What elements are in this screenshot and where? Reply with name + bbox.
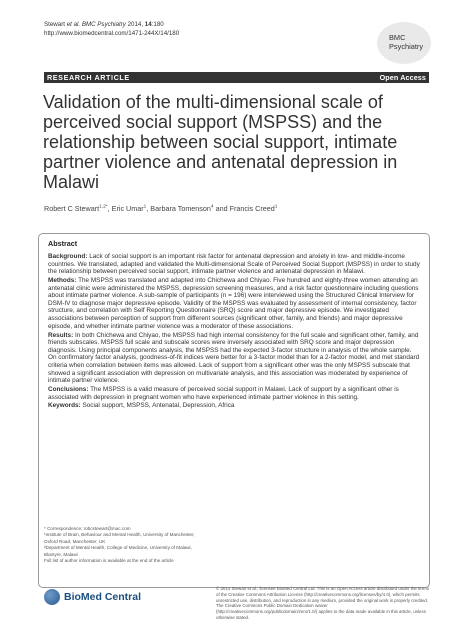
author-info-note: Full list of author information is available at the end of the article (44, 558, 174, 564)
article-type: RESEARCH ARTICLE (47, 73, 130, 82)
affiliation-note: ²Department of Mental Health, College of Medicine, University of Malawi, (44, 545, 192, 551)
citation-article: :180 (151, 21, 164, 28)
author-affiliation: 4 (210, 204, 214, 210)
author-name[interactable]: Barbara Tomenson (150, 204, 211, 213)
footnotes (44, 526, 214, 564)
citation-journal: et al. BMC Psychiatry (66, 21, 126, 28)
affiliation-note: ¹Institute of Brain, Behaviour and Mental Health, University of Manchester, (44, 532, 195, 538)
license-statement: © 2014 Stewart et al.; licensee BioMed Central Ltd. This is an Open Access article distributed under the terms of the Creative Commons Attribution License (http://creativecommons.org/licenses/by/4.0), which permits unrestricted use, distribution, and reproduction in any medium, provided the original work is properly credited. The Creative Commons Public Domain Dedication waiver (http://creativecommons.org/publicdomain/zero/1.0/) applies to the data made available in this article, unless otherwise stated. (216, 586, 430, 620)
author-separator: , (107, 204, 112, 213)
methods-label: Methods: (48, 277, 77, 285)
author-name[interactable]: Robert C Stewart (44, 204, 100, 213)
correspondence-note[interactable]: * Correspondence: robcstewart@mac.com (44, 526, 131, 531)
results-label: Results: (48, 331, 74, 339)
author-name[interactable]: Eric Umar (111, 204, 144, 213)
citation-volume: 14 (144, 21, 152, 28)
section-bar (44, 72, 429, 83)
author-name[interactable]: Francis Creed (229, 204, 275, 213)
keywords-text: Social support, MSPSS, Antenatal, Depression, Africa (80, 402, 235, 410)
journal-logo (389, 33, 423, 51)
background-label: Background: (48, 253, 88, 260)
abstract-background (48, 253, 420, 276)
author-separator: , (146, 204, 151, 213)
running-head (44, 21, 179, 38)
journal-logo-line1: BMC (389, 33, 406, 42)
results-text: In both Chichewa and Chiyao, the MSPSS had high internal consistency for the full scale and significant other, family, and friends subscales. MSPSS full scale and subscale scores were inversely associated with SRQ score and major depression diagnosis. Using principal components analysis, the MSPSS had the expected 3-factor structure in analysis of the whole sample. On confirmatory factor analysis, goodness-of-fit indices were better for a 3-factor model than for a 2-factor model, and met standard criteria when correlation between items was allowed. Lack of support from a significant other was the only MSPSS subscale that showed a significant association with depression on multivariate analysis, and this association was moderated by experience of intimate partner violence. (48, 331, 420, 385)
publisher-name: BioMed Central (64, 591, 142, 603)
citation-line (44, 21, 179, 30)
author-list (44, 204, 277, 213)
abstract-results (48, 332, 420, 385)
abstract-keywords (48, 402, 420, 410)
author-separator: and (213, 204, 230, 213)
author-affiliation: 1 (143, 204, 147, 210)
citation-year: 2014, (125, 21, 145, 28)
author-affiliation: 1,2* (99, 204, 108, 210)
methods-text: The MSPSS was translated and adapted into Chichewa and Chiyao. Five hundred and eighty-three women attending an antenatal clinic were administered the MSPSS, depression screening measures, and a risk factor questionnaire including questions about intimate partner violence. A sub-sample of participants (n = 196) were interviewed using the Structured Clinical Interview for DSM-IV to diagnose major depressive episode. Validity of the MSPSS was evaluated by assessment of internal consistency, factor structure, and correlation with Self Reporting Questionnaire (SRQ) score and major depressive episode. We investigated associations between perception of support from different sources (significant other, family, and friends) and major depressive episode, and whether intimate partner violence was a moderator of these associations. (48, 277, 419, 330)
publisher-logo (44, 589, 141, 605)
journal-logo-line2: Psychiatry (389, 42, 424, 51)
conclusions-label: Conclusions: (48, 385, 89, 393)
abstract-heading: Abstract (48, 239, 78, 248)
abstract-methods (48, 277, 420, 330)
keywords-label: Keywords: (48, 402, 81, 410)
article-title: Validation of the multi-dimensional scale of perceived social support (MSPSS) and the relationship between social support, intimate partner violence and antenatal depression in Malawi (43, 92, 398, 192)
citation-authors: Stewart (44, 21, 67, 28)
biomed-central-logo-icon (44, 589, 60, 605)
affiliation-note: Oxford Road, Manchester, UK (44, 538, 106, 544)
article-url[interactable]: http://www.biomedcentral.com/1471-244X/14/180 (44, 29, 180, 37)
background-text: Lack of social support is an important risk factor for antenatal depression and anxiety in low- and middle-income countries. We translated, adapted and validated the Multi-dimensional Scale of Perceived Social Support (MSPSS) in order to study the relationship between perceived social support, intimate partner violence and antenatal depression in Malawi. (48, 253, 420, 276)
conclusions-text: The MSPSS is a valid measure of perceived social support in Malawi. Lack of support by a significant other is associated with depression in pregnant women who have experienced intimate partner violence in this setting. (48, 385, 399, 401)
affiliation-note: Blantyre, Malawi (44, 551, 78, 557)
abstract-conclusions (48, 386, 420, 401)
open-access-label: Open Access (379, 73, 426, 82)
author-affiliation: 1 (274, 204, 278, 210)
